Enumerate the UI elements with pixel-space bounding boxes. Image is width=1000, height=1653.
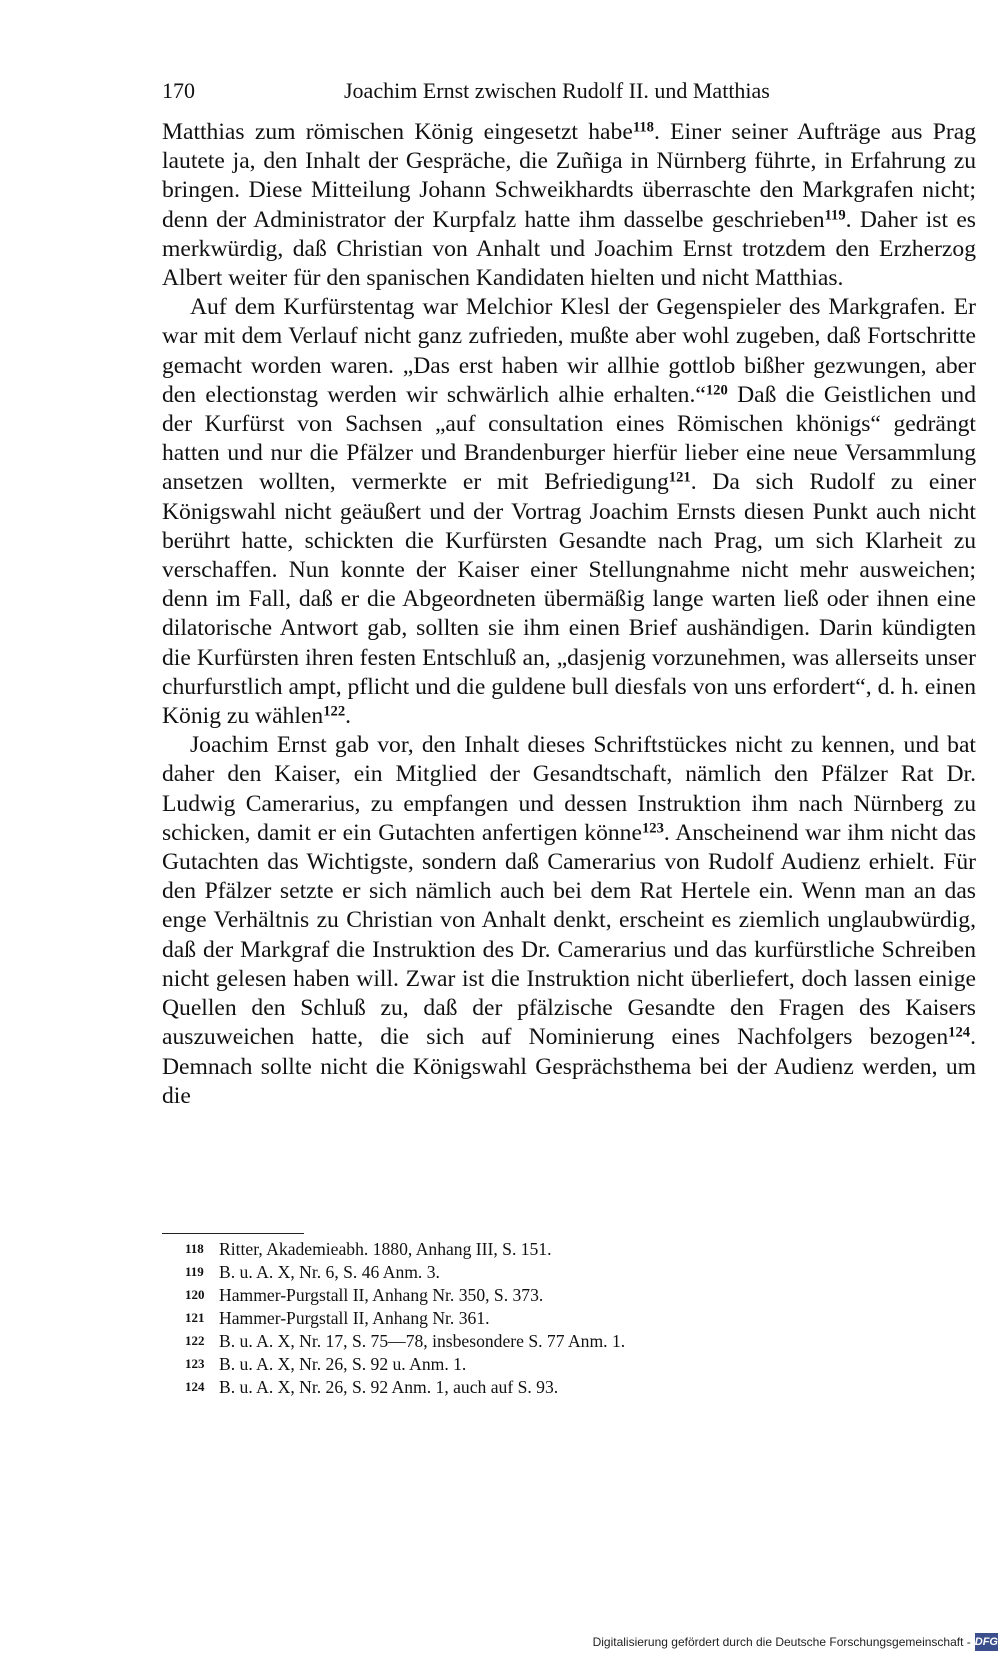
footer-credit: Digitalisierung gefördert durch die Deutsche Forschungsgemeinschaft -: [592, 1635, 971, 1649]
text-run: . Daher ist es merkwürdig, daß Christian von Anhalt und Joachim Ernst trotzdem den Erzherzog Albert weiter für den spanischen Kandidaten hielten und nicht Matthias.: [162, 206, 976, 292]
footnote-ref: 120: [705, 382, 728, 399]
footnote-number: 123: [185, 1356, 205, 1371]
text-run: Auf dem Kurfürstentag war Melchior Klesl der Gegenspieler des Markgrafen. Er war mit dem Verlauf nicht ganz zufrieden, mußte aber wohl zugeben, daß Fortschritte gemacht worden waren. „Das erst haben wir allhie gottlob bißher gezwungen, aber den electionstag werden wir schwärlich alhie erhalten.“: [162, 294, 976, 408]
text-run: . Demnach sollte nicht die Königswahl Gesprächsthema bei der Audienz werden, um die: [162, 1024, 976, 1109]
footnote-ref: 122: [323, 703, 346, 720]
digitization-footer: [592, 1631, 1000, 1653]
footnote-number: 124: [185, 1379, 205, 1394]
footnote-number: 120: [185, 1287, 205, 1302]
text-run: Joachim Ernst gab vor, den Inhalt dieses Schriftstückes nicht zu kennen, und bat daher den Kaiser, ein Mitglied der Gesandtschaft, nämlich den Pfälzer Rat Dr. Ludwig Camerarius, zu empfangen und dessen Instruktion ihm nach Nürnberg zu schicken, damit er ein Gutachten anfertigen könne: [162, 732, 976, 846]
running-title: Joachim Ernst zwischen Rudolf II. und Matthias: [344, 78, 770, 103]
paragraph: [162, 293, 976, 731]
footnote: [185, 1307, 945, 1330]
footnote-text: B. u. A. X, Nr. 6, S. 46 Anm. 3.: [219, 1262, 440, 1282]
footnote-number: 118: [185, 1241, 204, 1256]
text-run: . Anscheinend war ihm nicht das Gutachten das Wichtigste, sondern daß Camerarius von Rudolf Audienz erhielt. Für den Pfälzer setzte er sich nämlich auch bei dem Rat Hertele ein. Wenn man an das enge Verhältnis zu Christian von Anhalt denkt, erscheint es ziemlich unglaubwürdig, daß der Markgraf die Instruktion des Dr. Camerarius und das kurfürstliche Schreiben nicht gelesen haben will. Zwar ist die Instruktion nicht überliefert, doch lassen einige Quellen den Schluß zu, daß der pfälzische Gesandte den Fragen des Kaisers auszuweichen hatte, die sich auf Nominierung eines Nachfolgers bezogen: [162, 819, 977, 1051]
footnote-divider: [162, 1233, 304, 1234]
footnote-number: 122: [185, 1333, 205, 1348]
footnote-number: 119: [185, 1264, 204, 1279]
footnote: [185, 1261, 945, 1284]
footnote-ref: 119: [824, 207, 846, 224]
text-run: . Einer seiner Aufträge aus Prag lautete ja, den Inhalt der Gespräche, die Zuñiga in Nürnberg führte, in Erfahrung zu bringen. Diese Mitteilung Johann Schweikhardts überraschte den Markgrafen nicht; denn der Administrator der Kurpfalz hatte ihm dasselbe geschrieben: [162, 119, 977, 233]
page-header: [162, 78, 970, 110]
footnote-text: B. u. A. X, Nr. 26, S. 92 Anm. 1, auch auf S. 93.: [219, 1377, 559, 1397]
footnote-text: Ritter, Akademieabh. 1880, Anhang III, S. 151.: [219, 1239, 552, 1259]
text-run: Daß die Geistlichen und der Kurfürst von Sachsen „auf consultation eines Römischen khönigs“ gedrängt hatten und nur die Pfälzer und Brandenburger hierfür lieber eine neue Versammlung ansetzen wollten, vermerkte er mit Befriedigung: [162, 381, 976, 496]
paragraph: [162, 731, 976, 1111]
text-run: .: [345, 703, 352, 730]
dfg-logo: DFG: [975, 1633, 998, 1651]
footnotes: [185, 1238, 945, 1399]
footnote: [185, 1353, 945, 1376]
footnote-text: Hammer-Purgstall II, Anhang Nr. 350, S. 373.: [219, 1285, 544, 1305]
footnote-text: Hammer-Purgstall II, Anhang Nr. 361.: [219, 1308, 490, 1328]
footnote-number: 121: [185, 1310, 205, 1325]
page-number: 170: [162, 78, 195, 103]
footnote-ref: 121: [668, 469, 691, 486]
text-run: . Da sich Rudolf zu einer Königswahl nicht geäußert und der Vortrag Joachim Ernsts diesen Punkt auch nicht berührt hatte, schickten die Kurfürsten Gesandte nach Prag, um sich Klarheit zu verschaffen. Nun konnte der Kaiser einer Stellungnahme nicht mehr ausweichen; denn im Fall, daß er die Abgeordneten übermäßig lange warten ließ oder ihnen eine dilatorische Antwort gab, sollten sie ihm einen Brief aushändigen. Darin kündigten die Kurfürsten ihren festen Entschluß an, „dasjenig vorzunehmen, was allerseits unser churfurstlich ampt, pflicht und die guldene bull diesfals von uns erfordert“, d. h. einen König zu wählen: [162, 469, 977, 730]
footnote: [185, 1238, 945, 1261]
paragraph: [162, 118, 976, 293]
footnote-text: B. u. A. X, Nr. 17, S. 75—78, insbesondere S. 77 Anm. 1.: [219, 1331, 626, 1351]
footnote: [185, 1284, 945, 1307]
footnote-ref: 124: [948, 1024, 971, 1041]
footnote-text: B. u. A. X, Nr. 26, S. 92 u. Anm. 1.: [219, 1354, 467, 1374]
footnote: [185, 1330, 945, 1353]
body-text: [162, 118, 976, 1111]
text-run: Matthias zum römischen König eingesetzt habe: [162, 119, 633, 145]
footnote: [185, 1376, 945, 1399]
footnote-ref: 123: [641, 820, 664, 837]
footnote-ref: 118: [632, 119, 654, 136]
